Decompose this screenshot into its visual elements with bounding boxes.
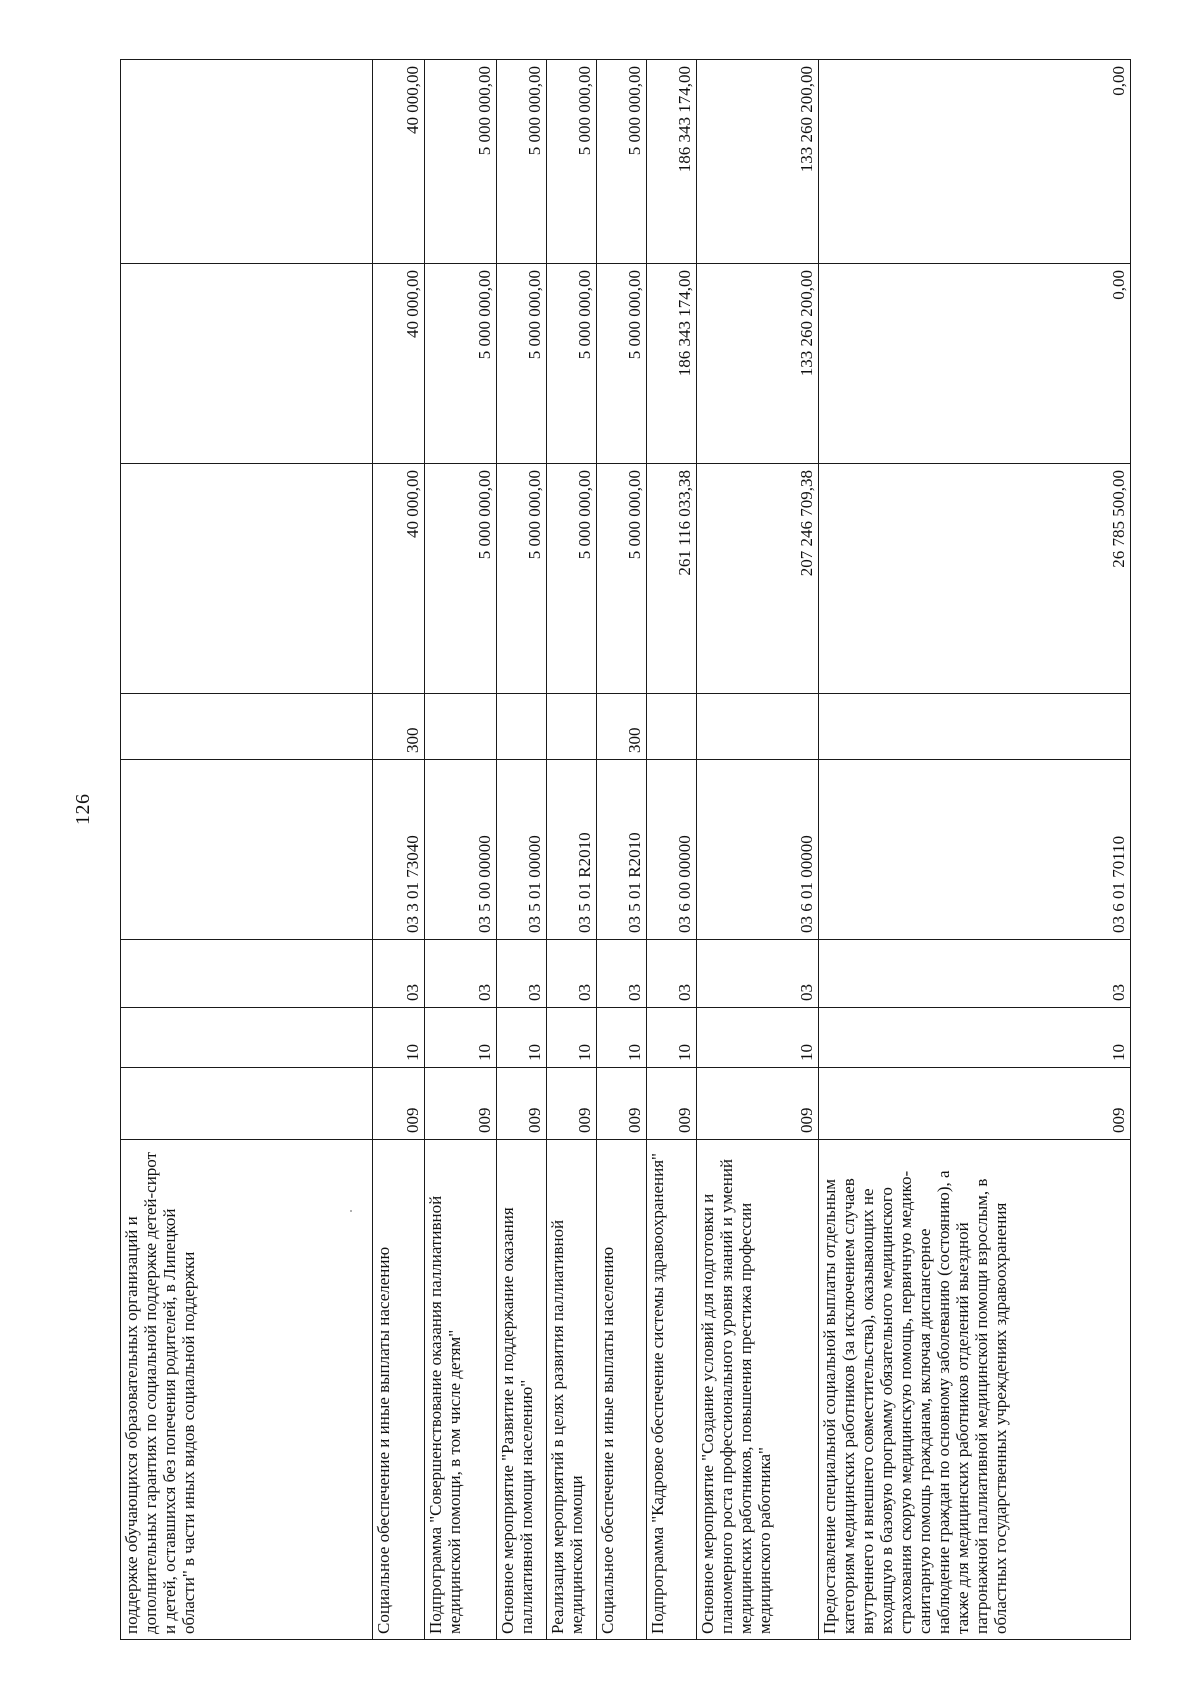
row-amount-1 <box>121 464 373 694</box>
row-amount-3: 5 000 000,00 <box>547 60 597 264</box>
row-amount-2: 5 000 000,00 <box>547 264 597 464</box>
row-vr <box>647 694 697 760</box>
table-row <box>121 60 373 1640</box>
row-ved: 009 <box>819 1068 1131 1140</box>
row-pr: 03 <box>373 940 425 1008</box>
row-amount-1: 5 000 000,00 <box>497 464 547 694</box>
row-description: Основное мероприятие "Создание условий для подготовки и планомерного роста профессионального уровня знаний и умений медицинских работников, повышения престижа профессии медицинского работника" <box>697 1140 819 1640</box>
row-rz: 10 <box>697 1008 819 1068</box>
row-rz: 10 <box>373 1008 425 1068</box>
row-description: Подпрограмма "Совершенствование оказания паллиативной медицинской помощи, в том числе детям" <box>425 1140 497 1640</box>
row-pr: 03 <box>819 940 1131 1008</box>
row-vr <box>425 694 497 760</box>
table-row <box>497 60 547 1640</box>
row-csr: 03 6 00 00000 <box>647 760 697 940</box>
row-amount-3: 0,00 <box>819 60 1131 264</box>
row-rz: 10 <box>425 1008 497 1068</box>
row-description: Основное мероприятие "Развитие и поддержание оказания паллиативной помощи населению" <box>497 1140 547 1640</box>
row-csr: 03 5 00 00000 <box>425 760 497 940</box>
row-amount-3: 5 000 000,00 <box>597 60 647 264</box>
table-row <box>373 60 425 1640</box>
row-csr: 03 5 01 R2010 <box>597 760 647 940</box>
row-description: Подпрограмма "Кадровое обеспечение системы здравоохранения" <box>647 1140 697 1640</box>
row-description: Реализация мероприятий в целях развития паллиативной медицинской помощи <box>547 1140 597 1640</box>
table-row <box>597 60 647 1640</box>
row-amount-1: 5 000 000,00 <box>547 464 597 694</box>
table-row <box>547 60 597 1640</box>
row-pr: 03 <box>497 940 547 1008</box>
row-vr: 300 <box>597 694 647 760</box>
row-amount-2: 133 260 200,00 <box>697 264 819 464</box>
row-ved <box>121 1068 373 1140</box>
row-csr: 03 5 01 00000 <box>497 760 547 940</box>
row-description: Социальное обеспечение и иные выплаты населению <box>373 1140 425 1640</box>
table-row <box>697 60 819 1640</box>
row-amount-3: 5 000 000,00 <box>425 60 497 264</box>
table-row <box>425 60 497 1640</box>
row-csr: 03 6 01 00000 <box>697 760 819 940</box>
row-vr <box>547 694 597 760</box>
row-amount-2: 186 343 174,00 <box>647 264 697 464</box>
budget-table <box>120 59 1131 1640</box>
row-amount-1: 207 246 709,38 <box>697 464 819 694</box>
row-pr: 03 <box>647 940 697 1008</box>
row-csr <box>121 760 373 940</box>
row-amount-1: 261 116 033,38 <box>647 464 697 694</box>
row-rz: 10 <box>819 1008 1131 1068</box>
row-amount-3: 40 000,00 <box>373 60 425 264</box>
row-pr: 03 <box>597 940 647 1008</box>
row-vr: 300 <box>373 694 425 760</box>
row-amount-2: 40 000,00 <box>373 264 425 464</box>
row-amount-3: 5 000 000,00 <box>497 60 547 264</box>
row-pr: 03 <box>547 940 597 1008</box>
row-vr <box>697 694 819 760</box>
row-amount-2: 5 000 000,00 <box>597 264 647 464</box>
row-amount-1: 40 000,00 <box>373 464 425 694</box>
row-amount-3 <box>121 60 373 264</box>
row-amount-1: 5 000 000,00 <box>425 464 497 694</box>
row-rz: 10 <box>647 1008 697 1068</box>
row-vr <box>819 694 1131 760</box>
row-amount-3: 133 260 200,00 <box>697 60 819 264</box>
row-ved: 009 <box>373 1068 425 1140</box>
row-vr <box>497 694 547 760</box>
row-csr: 03 6 01 70110 <box>819 760 1131 940</box>
row-pr: 03 <box>697 940 819 1008</box>
row-description: Предоставление специальной социальной выплаты отдельным категориям медицинских работников (за исключением случаев внутреннего и внешнего совместительства), оказывающих не входящую в базовую программу обязательного медицинского страхования скорую медицинскую помощь, первичную медико-санитарную помощь гражданам, включая диспансерное наблюдение граждан по основному заболеванию (состоянию), а также для медицинских работников отделений выездной патронажной паллиативной медицинской помощи взрослым, в областных государственных учреждениях здравоохранения <box>819 1140 1131 1640</box>
row-amount-1: 5 000 000,00 <box>597 464 647 694</box>
row-amount-2: 5 000 000,00 <box>497 264 547 464</box>
table-row <box>647 60 697 1640</box>
row-ved: 009 <box>425 1068 497 1140</box>
row-amount-1: 26 785 500,00 <box>819 464 1131 694</box>
row-amount-3: 186 343 174,00 <box>647 60 697 264</box>
row-amount-2: 5 000 000,00 <box>425 264 497 464</box>
page-number: 126 <box>72 793 94 825</box>
row-vr <box>121 694 373 760</box>
row-description: поддержке обучающихся образовательных организаций и дополнительных гарантиях по социальной поддержке детей-сирот и детей, оставшихся без попечения родителей, в Липецкой области" в части иных видов социальной поддержки <box>121 1140 373 1640</box>
row-ved: 009 <box>497 1068 547 1140</box>
row-ved: 009 <box>597 1068 647 1140</box>
row-rz: 10 <box>547 1008 597 1068</box>
row-pr: 03 <box>425 940 497 1008</box>
row-rz: 10 <box>597 1008 647 1068</box>
row-amount-2: 0,00 <box>819 264 1131 464</box>
row-ved: 009 <box>697 1068 819 1140</box>
row-amount-2 <box>121 264 373 464</box>
row-description: Социальное обеспечение и иные выплаты населению <box>597 1140 647 1640</box>
budget-table-rotated <box>120 60 1130 1640</box>
row-ved: 009 <box>547 1068 597 1140</box>
row-ved: 009 <box>647 1068 697 1140</box>
row-csr: 03 5 01 R2010 <box>547 760 597 940</box>
row-rz <box>121 1008 373 1068</box>
row-rz: 10 <box>497 1008 547 1068</box>
table-row <box>819 60 1131 1640</box>
row-csr: 03 3 01 73040 <box>373 760 425 940</box>
row-pr <box>121 940 373 1008</box>
